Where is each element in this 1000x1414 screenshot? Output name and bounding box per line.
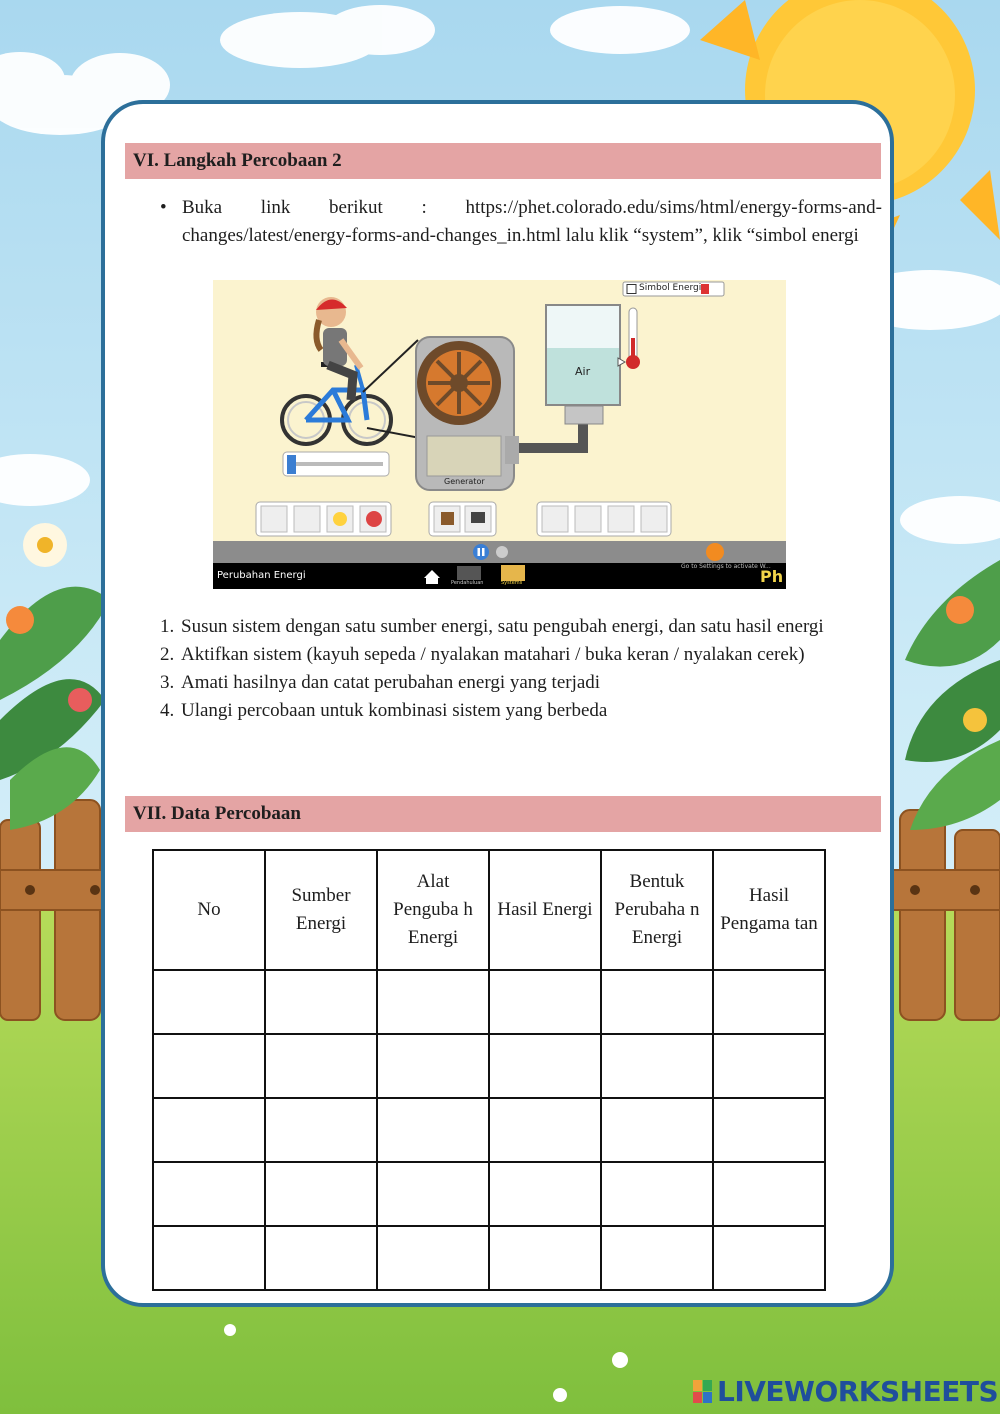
table-row xyxy=(153,1034,825,1098)
step-item: 1. Susun sistem dengan satu sumber energi, satu pengubah energi, dan satu hasil energi xyxy=(160,616,824,637)
liveworksheets-logo-icon xyxy=(693,1380,713,1404)
table-cell[interactable] xyxy=(265,1162,377,1226)
bullet-dot: • xyxy=(160,197,167,218)
table-cell[interactable] xyxy=(601,1098,713,1162)
table-cell[interactable] xyxy=(153,1162,265,1226)
table-row xyxy=(153,1226,825,1290)
table-cell[interactable] xyxy=(153,1098,265,1162)
table-cell[interactable] xyxy=(713,970,825,1034)
table-cell[interactable] xyxy=(377,1098,489,1162)
step-item: 2. Aktifkan sistem (kayuh sepeda / nyalakan matahari / buka keran / nyalakan cerek) xyxy=(160,644,805,665)
header-bentuk-perubahan: Bentuk Perubaha n Energi xyxy=(601,850,713,970)
table-cell[interactable] xyxy=(713,1034,825,1098)
table-cell[interactable] xyxy=(713,1098,825,1162)
table-cell[interactable] xyxy=(601,1162,713,1226)
section-title: VII. Data Percobaan xyxy=(133,803,302,824)
table-cell[interactable] xyxy=(265,970,377,1034)
table-cell[interactable] xyxy=(265,1034,377,1098)
data-table xyxy=(152,849,826,1291)
section-title: VI. Langkah Percobaan 2 xyxy=(133,150,342,171)
table-cell[interactable] xyxy=(489,1226,601,1290)
phet-simulation-screenshot xyxy=(213,280,786,589)
table-cell[interactable] xyxy=(489,1162,601,1226)
steps-list xyxy=(160,613,865,725)
step-item: 3. Amati hasilnya dan catat perubahan energi yang terjadi xyxy=(160,672,601,693)
table-cell[interactable] xyxy=(153,1034,265,1098)
table-cell[interactable] xyxy=(265,1226,377,1290)
section-heading-data-percobaan xyxy=(125,796,881,832)
header-hasil-energi: Hasil Energi xyxy=(489,850,601,970)
table-cell[interactable] xyxy=(153,970,265,1034)
table-cell[interactable] xyxy=(713,1226,825,1290)
branding-text: LIVEWORKSHEETS xyxy=(717,1375,999,1408)
table-cell[interactable] xyxy=(489,970,601,1034)
table-row xyxy=(153,970,825,1034)
liveworksheets-branding xyxy=(693,1375,998,1408)
nav-intro-label: Pendahuluan xyxy=(451,580,484,586)
table-row xyxy=(153,1162,825,1226)
table-header-row xyxy=(153,850,825,970)
table-cell[interactable] xyxy=(265,1098,377,1162)
instruction-text: Buka link berikut : https://phet.colorado.edu/sims/html/energy-forms-and-changes/latest/energy-forms-and-changes_in.html lalu klik “system”, klik “simbol energi xyxy=(182,197,882,246)
step-item: 4. Ulangi percobaan untuk kombinasi sistem yang berbeda xyxy=(160,700,608,721)
header-hasil-pengamatan: Hasil Pengama tan xyxy=(713,850,825,970)
activation-watermark: Go to Settings to activate W... xyxy=(681,563,771,570)
table-cell[interactable] xyxy=(489,1098,601,1162)
table-cell[interactable] xyxy=(489,1034,601,1098)
section-heading-langkah-percobaan xyxy=(125,143,881,179)
phet-logo: Ph xyxy=(760,567,784,586)
nav-systems-label: Systems xyxy=(501,580,523,586)
table-cell[interactable] xyxy=(377,970,489,1034)
header-no: No xyxy=(153,850,265,970)
table-cell[interactable] xyxy=(377,1226,489,1290)
app-title: Perubahan Energi xyxy=(217,570,306,581)
water-label: Air xyxy=(575,365,591,378)
table-cell[interactable] xyxy=(377,1034,489,1098)
table-cell[interactable] xyxy=(377,1162,489,1226)
header-sumber-energi: Sumber Energi xyxy=(265,850,377,970)
header-alat-pengubah: Alat Penguba h Energi xyxy=(377,850,489,970)
table-row xyxy=(153,1098,825,1162)
table-cell[interactable] xyxy=(153,1226,265,1290)
symbol-energy-checkbox-label: Simbol Energi xyxy=(639,283,702,293)
table-cell[interactable] xyxy=(601,1226,713,1290)
table-cell[interactable] xyxy=(713,1162,825,1226)
generator-label: Generator xyxy=(444,477,485,486)
table-cell[interactable] xyxy=(601,970,713,1034)
table-cell[interactable] xyxy=(601,1034,713,1098)
